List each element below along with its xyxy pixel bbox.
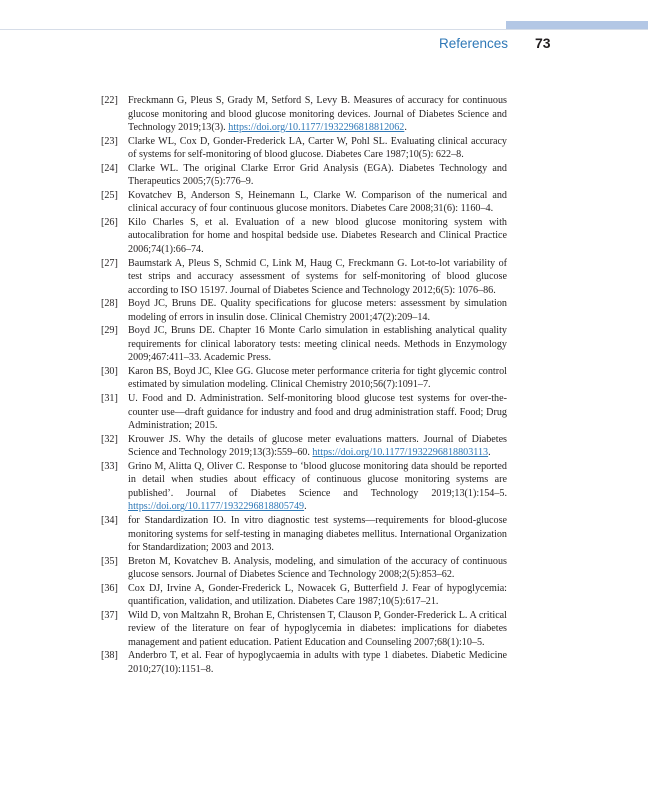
reference-number: [23]	[101, 135, 118, 147]
reference-item	[101, 392, 507, 433]
reference-number: [22]	[101, 95, 118, 106]
reference-number: [33]	[101, 460, 118, 472]
reference-number: [37]	[101, 609, 118, 621]
reference-number: [28]	[101, 298, 118, 310]
reference-item	[101, 649, 507, 676]
reference-text: Boyd JC, Bruns DE. Quality specifications for glucose meters: assessment by simulation modeling of errors in insulin dose. Clinical Chemistry 2001;47(2):209–14.	[128, 298, 507, 323]
reference-number: [29]	[101, 325, 118, 337]
reference-number: [30]	[101, 365, 118, 377]
reference-tail: .	[304, 501, 307, 513]
reference-text: Anderbro T, et al. Fear of hypoglycaemia in adults with type 1 diabetes. Diabetic Medicine 2010;27(10):1151–8.	[128, 650, 507, 675]
reference-tail: .	[404, 122, 407, 134]
reference-number: [35]	[101, 555, 118, 567]
reference-item	[101, 324, 507, 365]
reference-item	[101, 365, 507, 392]
reference-text: Baumstark A, Pleus S, Schmid C, Link M, Haug C, Freckmann G. Lot-to-lot variability of test strips and accuracy assessment of systems for self-monitoring of blood glucose according to ISO 15197. Journal of Diabetes Science and Technology 2012;6(5): 1076–86.	[128, 257, 507, 296]
reference-item	[101, 189, 507, 216]
reference-text: U. Food and D. Administration. Self-monitoring blood glucose test systems for over-the-counter use—draft guidance for industry and food and drug administration staff. Food; Drug Administration; 2015.	[128, 393, 507, 432]
reference-list	[101, 94, 507, 677]
reference-text: Kovatchev B, Anderson S, Heinemann L, Clarke W. Comparison of the numerical and clinical accuracy of four continuous glucose monitors. Diabetes Care 2008;31(6): 1160–4.	[128, 189, 507, 215]
reference-item	[101, 297, 507, 324]
reference-item	[101, 582, 507, 609]
reference-item	[101, 94, 507, 135]
reference-text: Cox DJ, Irvine A, Gonder-Frederick L, Nowacek G, Butterfield J. Fear of hypoglycemia: quantification, validation, and utilization. Diabetes Care 1987;10(5):617–21.	[128, 582, 507, 608]
header-rule	[0, 29, 648, 30]
reference-text: Boyd JC, Bruns DE. Chapter 16 Monte Carlo simulation in establishing analytical quality requirements for clinical laboratory tests: meeting clinical needs. Methods in Enzymology 2009;467:411–33. Academic Press.	[128, 325, 507, 364]
reference-text: Karon BS, Boyd JC, Klee GG. Glucose meter performance criteria for tight glycemic control estimated by simulation modeling. Clinical Chemistry 2010;56(7):1091–7.	[128, 365, 507, 391]
reference-tail: .	[488, 447, 491, 459]
page-number: 73	[535, 35, 551, 51]
reference-item	[101, 135, 507, 162]
reference-number: [38]	[101, 650, 118, 662]
reference-item	[101, 514, 507, 555]
doi-link[interactable]: https://doi.org/10.1177/1932296818803113	[312, 447, 489, 459]
reference-number: [34]	[101, 514, 118, 526]
reference-item	[101, 433, 507, 460]
reference-number: [27]	[101, 257, 118, 269]
reference-item	[101, 609, 507, 650]
reference-number: [36]	[101, 582, 118, 594]
reference-text: Freckmann G, Pleus S, Grady M, Setford S, Levy B. Measures of accuracy for continuous glucose monitoring and blood glucose monitoring devices. Journal of Diabetes Science and Technology 2019;13(3).	[128, 95, 507, 134]
reference-text: Clarke WL, Cox D, Gonder-Frederick LA, Carter W, Pohl SL. Evaluating clinical accuracy of systems for self-monitoring of blood glucose. Diabetes Care 1987;10(5): 622–8.	[128, 135, 507, 161]
reference-number: [24]	[101, 162, 118, 174]
reference-number: [32]	[101, 433, 118, 445]
running-head	[0, 34, 648, 54]
reference-number: [26]	[101, 216, 118, 228]
reference-text: Krouwer JS. Why the details of glucose meter evaluations matters. Journal of Diabetes Science and Technology 2019;13(3):559–60.	[128, 433, 507, 459]
reference-item	[101, 162, 507, 189]
reference-item	[101, 460, 507, 514]
doi-link[interactable]: https://doi.org/10.1177/1932296818805749	[128, 501, 305, 513]
reference-text: Grino M, Alitta Q, Oliver C. Response to ‘blood glucose monitoring data should be reported in detail when studies about efficacy of continuous glucose monitoring systems are published’. Journal of Diabetes Science and Technology 2019;13(1):154–5.	[128, 460, 507, 499]
reference-number: [31]	[101, 393, 118, 405]
reference-item	[101, 555, 507, 582]
section-title: References	[438, 36, 508, 51]
reference-text: for Standardization IO. In vitro diagnostic test systems—requirements for blood-glucose monitoring systems for self-testing in managing diabetes mellitus. International Organization for Standardization; 2003 and 2013.	[128, 514, 507, 554]
reference-text: Breton M, Kovatchev B. Analysis, modeling, and simulation of the accuracy of continuous glucose sensors. Journal of Diabetes Science and Technology 2008;2(5):853–62.	[128, 555, 507, 581]
reference-text: Wild D, von Maltzahn R, Brohan E, Christensen T, Clauson P, Gonder-Frederick L. A critical review of the literature on fear of hypoglycemia in diabetes: implications for diabetes management and patient education. Patient Education and Counseling 2007;68(1):10–5.	[128, 609, 507, 648]
reference-item	[101, 257, 507, 298]
reference-text: Clarke WL. The original Clarke Error Grid Analysis (EGA). Diabetes Technology and Therapeutics 2005;7(5):776–9.	[128, 162, 507, 188]
reference-text: Kilo Charles S, et al. Evaluation of a new blood glucose monitoring system with autocalibration for home and hospital bedside use. Diabetes Research and Clinical Practice 2006;74(1):66–74.	[128, 216, 507, 256]
reference-number: [25]	[101, 189, 118, 201]
reference-item	[101, 216, 507, 257]
doi-link[interactable]: https://doi.org/10.1177/1932296818812062	[228, 122, 405, 134]
